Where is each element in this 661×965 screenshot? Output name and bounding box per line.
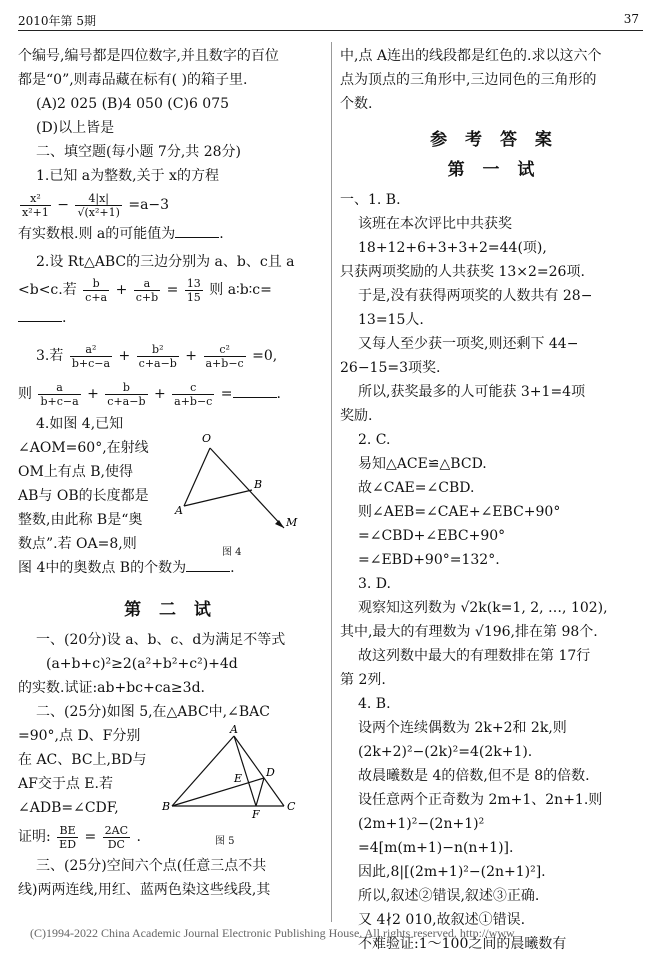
text-line: 第 2列. (340, 672, 386, 688)
segment-ab (172, 736, 234, 806)
text-line: 故∠CAE=∠CBD. (358, 480, 475, 496)
answer-blank (186, 559, 230, 572)
text-line: AB与 OB的长度都是 (18, 488, 149, 504)
answer-blank (233, 385, 277, 398)
part-2-heading: 第 二 试 (124, 600, 217, 620)
text-line: 线)两两连线,用红、蓝两色染这些线段,其 (18, 882, 271, 898)
text-line: ∠AOM=60°,在射线 (18, 440, 149, 456)
question-3: 3.若 $\frac{\text{a²}}{b+c-a}$ + $\frac{\text{b²}}{c+a-b}$ + $\frac{\text{c²}}{a+b-c}$ =0, (36, 342, 278, 370)
figure-5 (160, 724, 328, 820)
text-line: 该班在本次评比中共获奖 (358, 216, 512, 232)
segment-af (234, 736, 256, 806)
text-line: 点为顶点的三角形中,三边同色的三角形的 (340, 72, 597, 88)
figure-5-caption: 图 5 (215, 836, 235, 847)
answer-line: . (18, 306, 323, 330)
issue-label: 2010年第 5期 (18, 14, 96, 28)
answer-blank (18, 309, 62, 322)
segment-oa (184, 448, 210, 506)
text-line: 则∠AEB=∠CAE+∠EBC+90° (358, 504, 561, 520)
answer-4: 4. B. (358, 696, 391, 712)
text-line: 有实数根.则 a的可能值为 . (18, 226, 224, 242)
text-line: 易知△ACE≌△BCD. (358, 456, 487, 472)
answer-1: 一、1. B. (340, 192, 401, 208)
text-line: 图 4中的奥数点 B的个数为 . (18, 560, 235, 576)
section-heading: 二、填空题(每小题 7分,共 28分) (36, 144, 241, 160)
text-line: 又 4∤2 010,故叙述①错误. (358, 912, 526, 928)
text-line: 的实数.试证:ab+bc+ca≥3d. (18, 680, 205, 696)
text-line: 不难验证:1～100之间的晨曦数有 (358, 936, 567, 952)
text-line: =90°,点 D、F分别 (18, 728, 141, 744)
text-line: 在 AC、BC上,BD与 (18, 752, 147, 768)
text-line: OM上有点 B,使得 (18, 464, 134, 480)
text-line: 观察知这列数为 √2k(k=1, 2, …, 102), (358, 600, 608, 616)
answers-heading: 参 考 答 案 (430, 130, 558, 150)
problem-1: 一、(20分)设 a、b、c、d为满足不等式 (36, 632, 286, 648)
text-line: 个编号,编号都是四位数字,并且数字的百位 (18, 48, 279, 64)
text-line: =∠EBD+90°=132°. (358, 552, 500, 568)
text-line: 中,点 A连出的线段都是红色的.求以这六个 (340, 48, 602, 64)
column-divider (331, 42, 332, 922)
inequality: (a+b+c)²≥2(a²+b²+c²)+4d (46, 656, 238, 672)
question-4: 4.如图 4,已知 (36, 416, 124, 432)
figure-5-drawing (160, 724, 328, 820)
text-line: 因此,8|[(2m+1)²−(2n+1)²]. (358, 864, 546, 880)
label-d: D (266, 766, 275, 779)
text-line: 26−15=3项奖. (340, 360, 441, 376)
ray-om (210, 448, 284, 528)
text-line: 又每人至少获一项奖,则还剩下 44− (358, 336, 579, 352)
problem-2: 二、(25分)如图 5,在△ABC中,∠BAC (36, 704, 270, 720)
copyright-footer: (C)1994-2022 China Academic Journal Electronic Publishing House. All rights reserved. http://www (30, 926, 515, 940)
equation-2: <b<c.若 $\frac{b}{c+a}$ + $\frac{a}{c+b}$ = $\frac{13}{15}$ 则 a∶b∶c= (18, 276, 272, 304)
label-a: A (230, 724, 238, 736)
proof-statement: 证明: $\frac{BE}{ED}$ = $\frac{2AC}{DC}$ . (18, 823, 141, 851)
text-line: 于是,没有获得两项奖的人数共有 28− (358, 288, 593, 304)
figure-4-caption: 图 4 (222, 547, 242, 558)
test-1-heading: 第 一 试 (447, 160, 541, 180)
text-line: 其中,最大的有理数为 √196,排在第 98个. (340, 624, 598, 640)
figure-4 (172, 428, 322, 556)
label-e: E (234, 772, 243, 785)
answer-blank (175, 225, 219, 238)
label-a: A (175, 504, 183, 517)
question-1: 1.已知 a为整数,关于 x的方程 (36, 168, 219, 184)
text-line: ∠ADB=∠CDF, (18, 800, 119, 816)
label-f: F (252, 808, 260, 820)
choice-option-d: (D)以上皆是 (36, 120, 115, 136)
text-line: 所以,叙述②错误,叙述③正确. (358, 888, 540, 904)
text-line: 设两个连续偶数为 2k+2和 2k,则 (358, 720, 567, 736)
figure-4-drawing (172, 428, 322, 556)
text-line: 只获两项奖励的人共获奖 13×2=26项. (340, 264, 585, 280)
problem-3: 三、(25分)空间六个点(任意三点不共 (36, 858, 267, 874)
label-b: B (254, 478, 263, 491)
text-line: (2k+2)²−(2k)²=4(2k+1). (358, 744, 533, 760)
page-number: 37 (623, 12, 639, 26)
text-line: 都是“0”,则毒品藏在标有( )的箱子里. (18, 72, 248, 88)
text-line: 设任意两个正奇数为 2m+1、2n+1.则 (358, 792, 603, 808)
text-line: =4[m(m+1)−n(n+1)]. (358, 840, 514, 856)
answer-2: 2. C. (358, 432, 391, 448)
label-b: B (162, 800, 171, 813)
fraction: $\frac{\text{x²}}{\text{x²+1}}$ (22, 191, 49, 219)
text-line: (2m+1)²−(2n+1)² (358, 816, 485, 832)
text-line: 整数,由此称 B是“奥 (18, 512, 143, 528)
text-line: 奖励. (340, 408, 373, 424)
segment-df (256, 778, 264, 806)
text-line: 数点”.若 OA=8,则 (18, 536, 137, 552)
arrow-head (275, 520, 284, 528)
label-c: C (287, 800, 296, 813)
segment-bd (172, 778, 264, 806)
text-line: 故这列数中最大的有理数排在第 17行 (358, 648, 591, 664)
choice-options: (A)2 025 (B)4 050 (C)6 075 (36, 96, 230, 112)
text-line: =∠CBD+∠EBC+90° (358, 528, 506, 544)
right-column (340, 44, 648, 956)
equation-1: $\frac{\text{x²}}{\text{x²+1}}$ − $\frac{4|x|}{\text{√(x²+1)}}$ =a−3 (22, 191, 170, 219)
question-3b: 则 $\frac{a}{b+c-a}$ + $\frac{b}{c+a-b}$ + $\frac{c}{a+b-c}$ = . (18, 380, 281, 408)
segment-ab (184, 490, 252, 506)
text-line: 所以,获奖最多的人可能获 3+1=4项 (358, 384, 586, 400)
label-o: O (202, 432, 212, 445)
text-line: 13=15人. (358, 312, 424, 328)
page-header (18, 12, 643, 31)
label-m: M (286, 516, 298, 529)
text-line: 18+12+6+3+3+2=44(项), (358, 240, 547, 256)
question-2: 2.设 Rt△ABC的三边分别为 a、b、c且 a (36, 254, 295, 270)
answer-3: 3. D. (358, 576, 391, 592)
text-line: 个数. (340, 96, 373, 112)
text-line: 故晨曦数是 4的倍数,但不是 8的倍数. (358, 768, 590, 784)
fraction: $\frac{4|x|}{\text{√(x²+1)}}$ (77, 191, 120, 219)
text-line: AF交于点 E.若 (18, 776, 113, 792)
